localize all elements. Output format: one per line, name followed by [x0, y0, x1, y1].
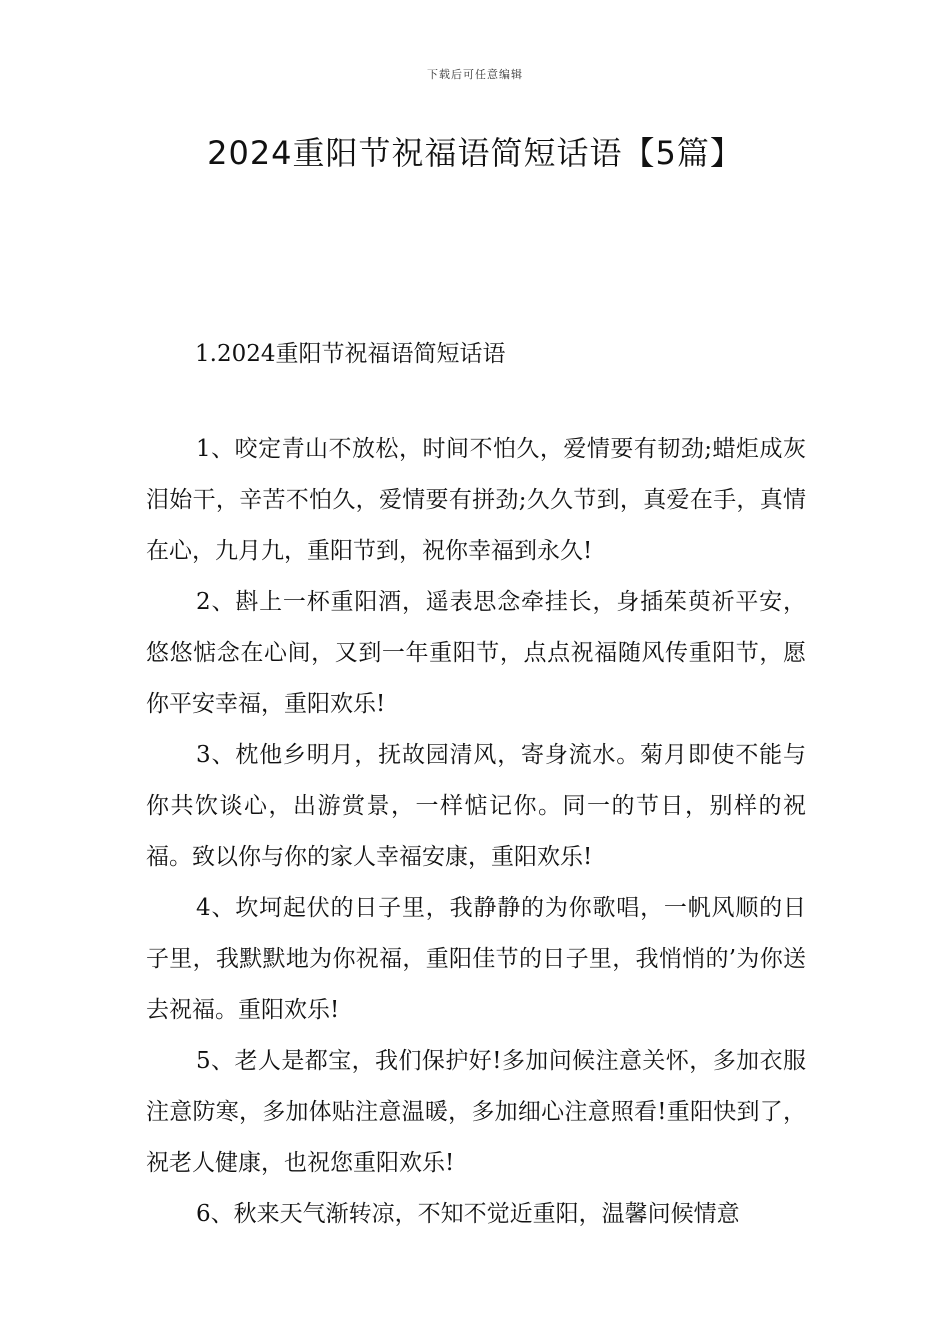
document-title: 2024重阳节祝福语简短话语【5篇】 — [207, 134, 743, 172]
paragraph-3: 3、枕他乡明月，抚故园清风，寄身流水。菊月即使不能与你共饮谈心，出游赏景，一样惦记你。同一的节日，别样的祝福。致以你与你的家人幸福安康，重阳欢乐! — [146, 742, 806, 870]
paragraph-1: 1、咬定青山不放松，时间不怕久，爱情要有韧劲;蜡炬成灰泪始干，辛苦不怕久，爱情要有拼劲;久久节到，真爱在手，真情在心，九月九，重阳节到，祝你幸福到永久! — [146, 436, 806, 564]
paragraph-4: 4、坎坷起伏的日子里，我静静的为你歌唱，一帆风顺的日子里，我默默地为你祝福，重阳佳节的日子里，我悄悄的’为你送去祝福。重阳欢乐! — [146, 895, 806, 1023]
header-note: 下载后可任意编辑 — [427, 68, 523, 81]
section-heading: 1.2024重阳节祝福语简短话语 — [195, 341, 506, 367]
paragraph-5: 5、老人是都宝，我们保护好!多加问候注意关怀，多加衣服注意防寒，多加体贴注意温暖，多加细心注意照看!重阳快到了，祝老人健康，也祝您重阳欢乐! — [146, 1048, 806, 1176]
paragraph-2: 2、斟上一杯重阳酒，遥表思念牵挂长，身插茱萸祈平安，悠悠惦念在心间，又到一年重阳节，点点祝福随风传重阳节，愿你平安幸福，重阳欢乐! — [146, 589, 806, 717]
paragraph-6: 6、秋来天气渐转凉，不知不觉近重阳，温馨问候情意 — [196, 1201, 740, 1227]
document-body — [146, 424, 806, 1240]
